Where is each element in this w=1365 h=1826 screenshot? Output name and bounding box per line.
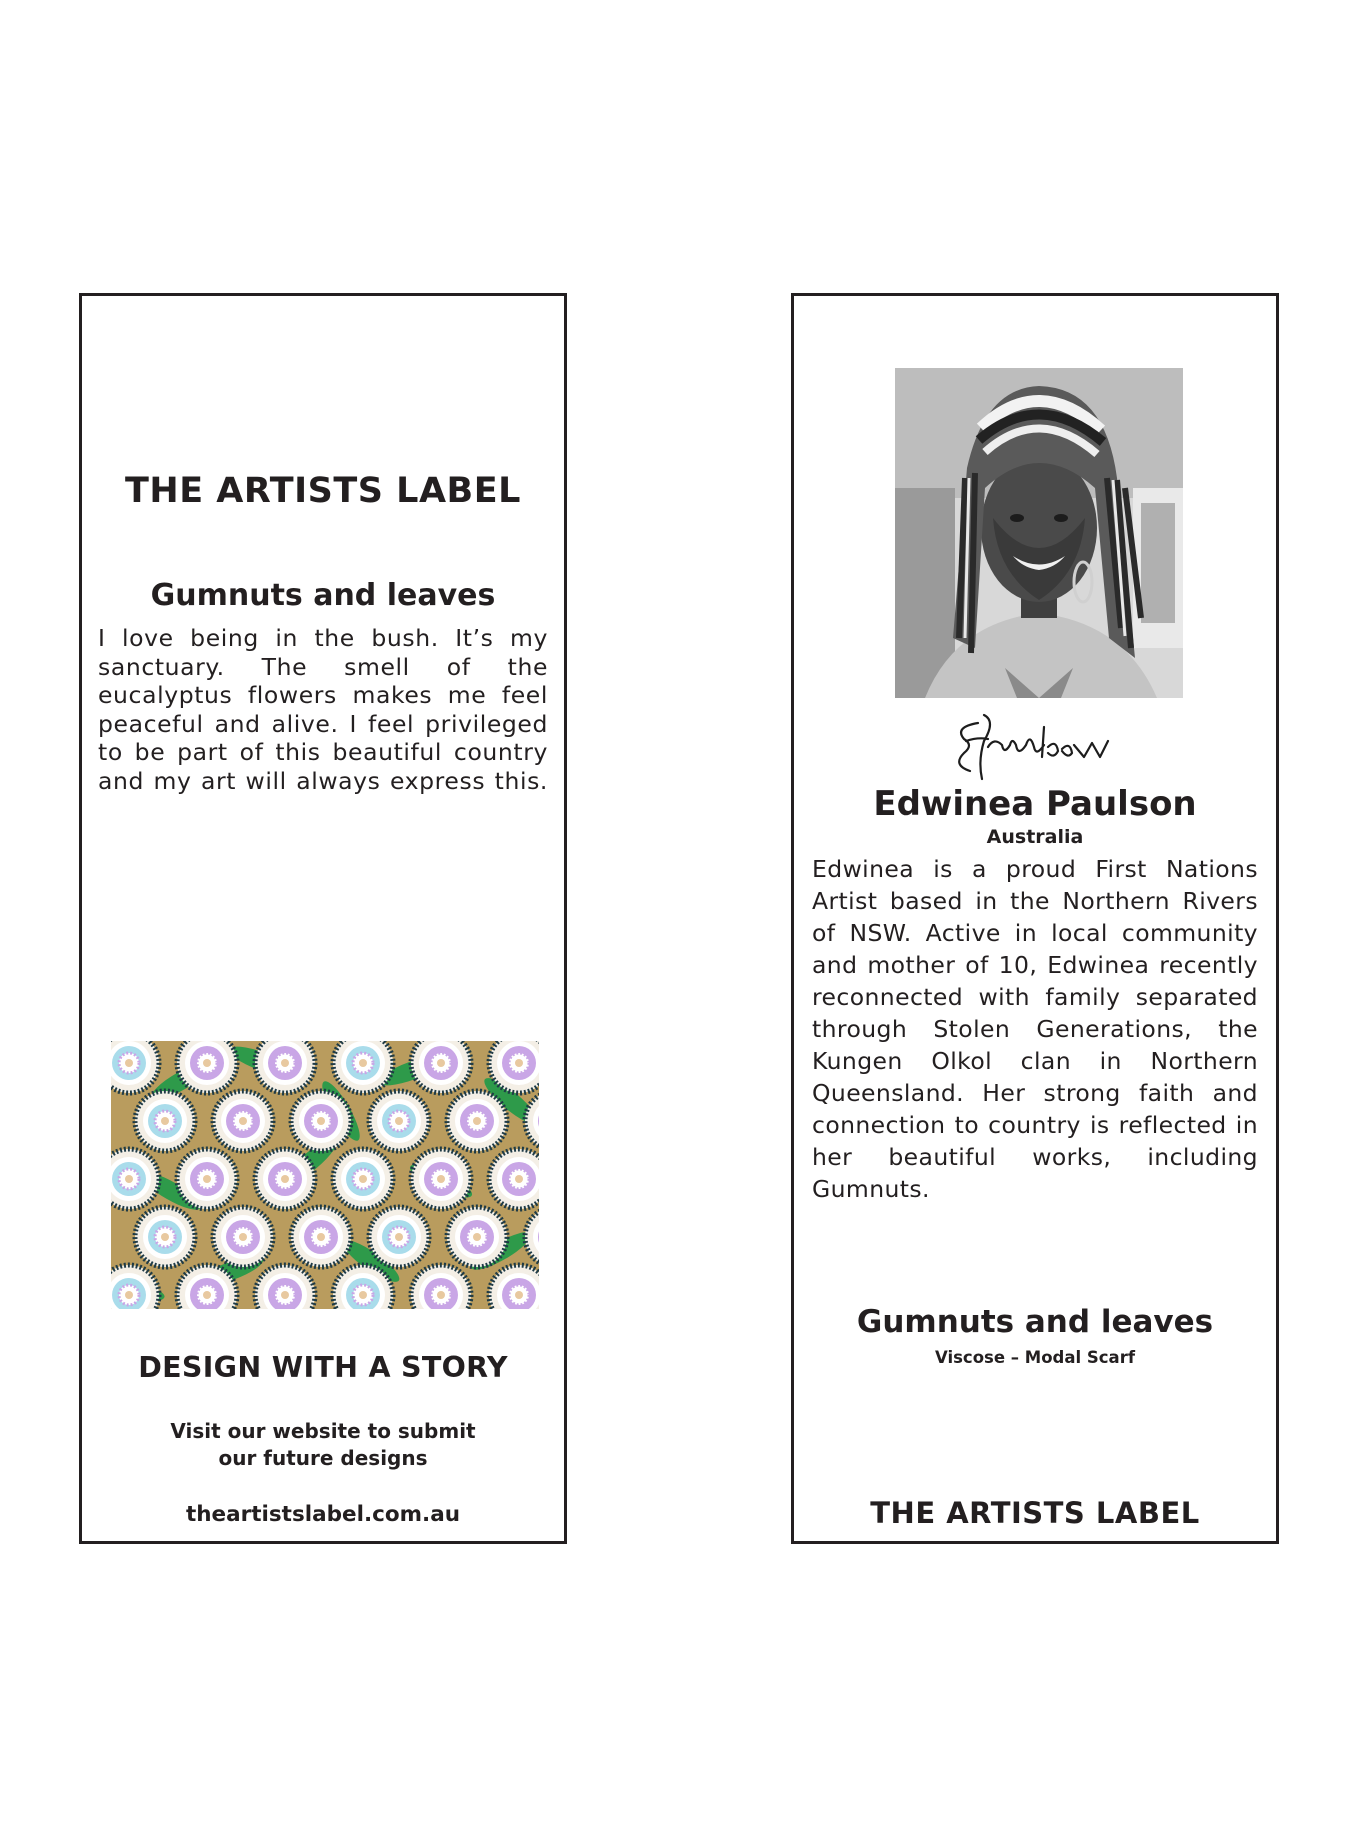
signature-drawing [944,701,1134,783]
tagline: DESIGN WITH A STORY [138,1351,508,1384]
submit-invitation-line-2: our future designs [218,1446,428,1470]
brand-name: THE ARTISTS LABEL [125,471,521,511]
artist-portrait [895,368,1183,698]
product-material: Viscose – Modal Scarf [934,1348,1136,1367]
artist-name: Edwinea Paulson [873,784,1197,824]
portrait-photo [895,368,1183,698]
artwork-title: Gumnuts and leaves [150,578,496,613]
artist-signature [944,701,1134,783]
product-title: Gumnuts and leaves [856,1304,1214,1340]
artist-biography: Edwinea is a proud First Nations Artist based in the Northern Rivers of NSW. Active in local community and mother of 10, Edwinea recently reconnected with family separated through Stolen Generations, the Kungen Olkol clan in Northern Queensland. Her strong faith and connection to country is reflected in her beautiful works, including Gumnuts. [812,855,1258,1203]
back-hang-tag [791,293,1279,1544]
front-hang-tag [79,293,567,1544]
artist-statement: I love being in the bush. It’s my sanctuary. The smell of the eucalyptus flowers makes me feel peaceful and alive. I feel privileged to be part of this beautiful country and my art will always express this. [98,624,548,795]
artist-country: Australia [986,826,1084,848]
submit-invitation-line-1: Visit our website to submit [170,1419,476,1443]
gumnut-pattern [111,1041,539,1309]
submit-invitation [82,1418,564,1472]
brand-name: THE ARTISTS LABEL [870,1496,1200,1530]
website-url: theartistslabel.com.au [185,1502,461,1527]
artwork-image [111,1041,539,1309]
